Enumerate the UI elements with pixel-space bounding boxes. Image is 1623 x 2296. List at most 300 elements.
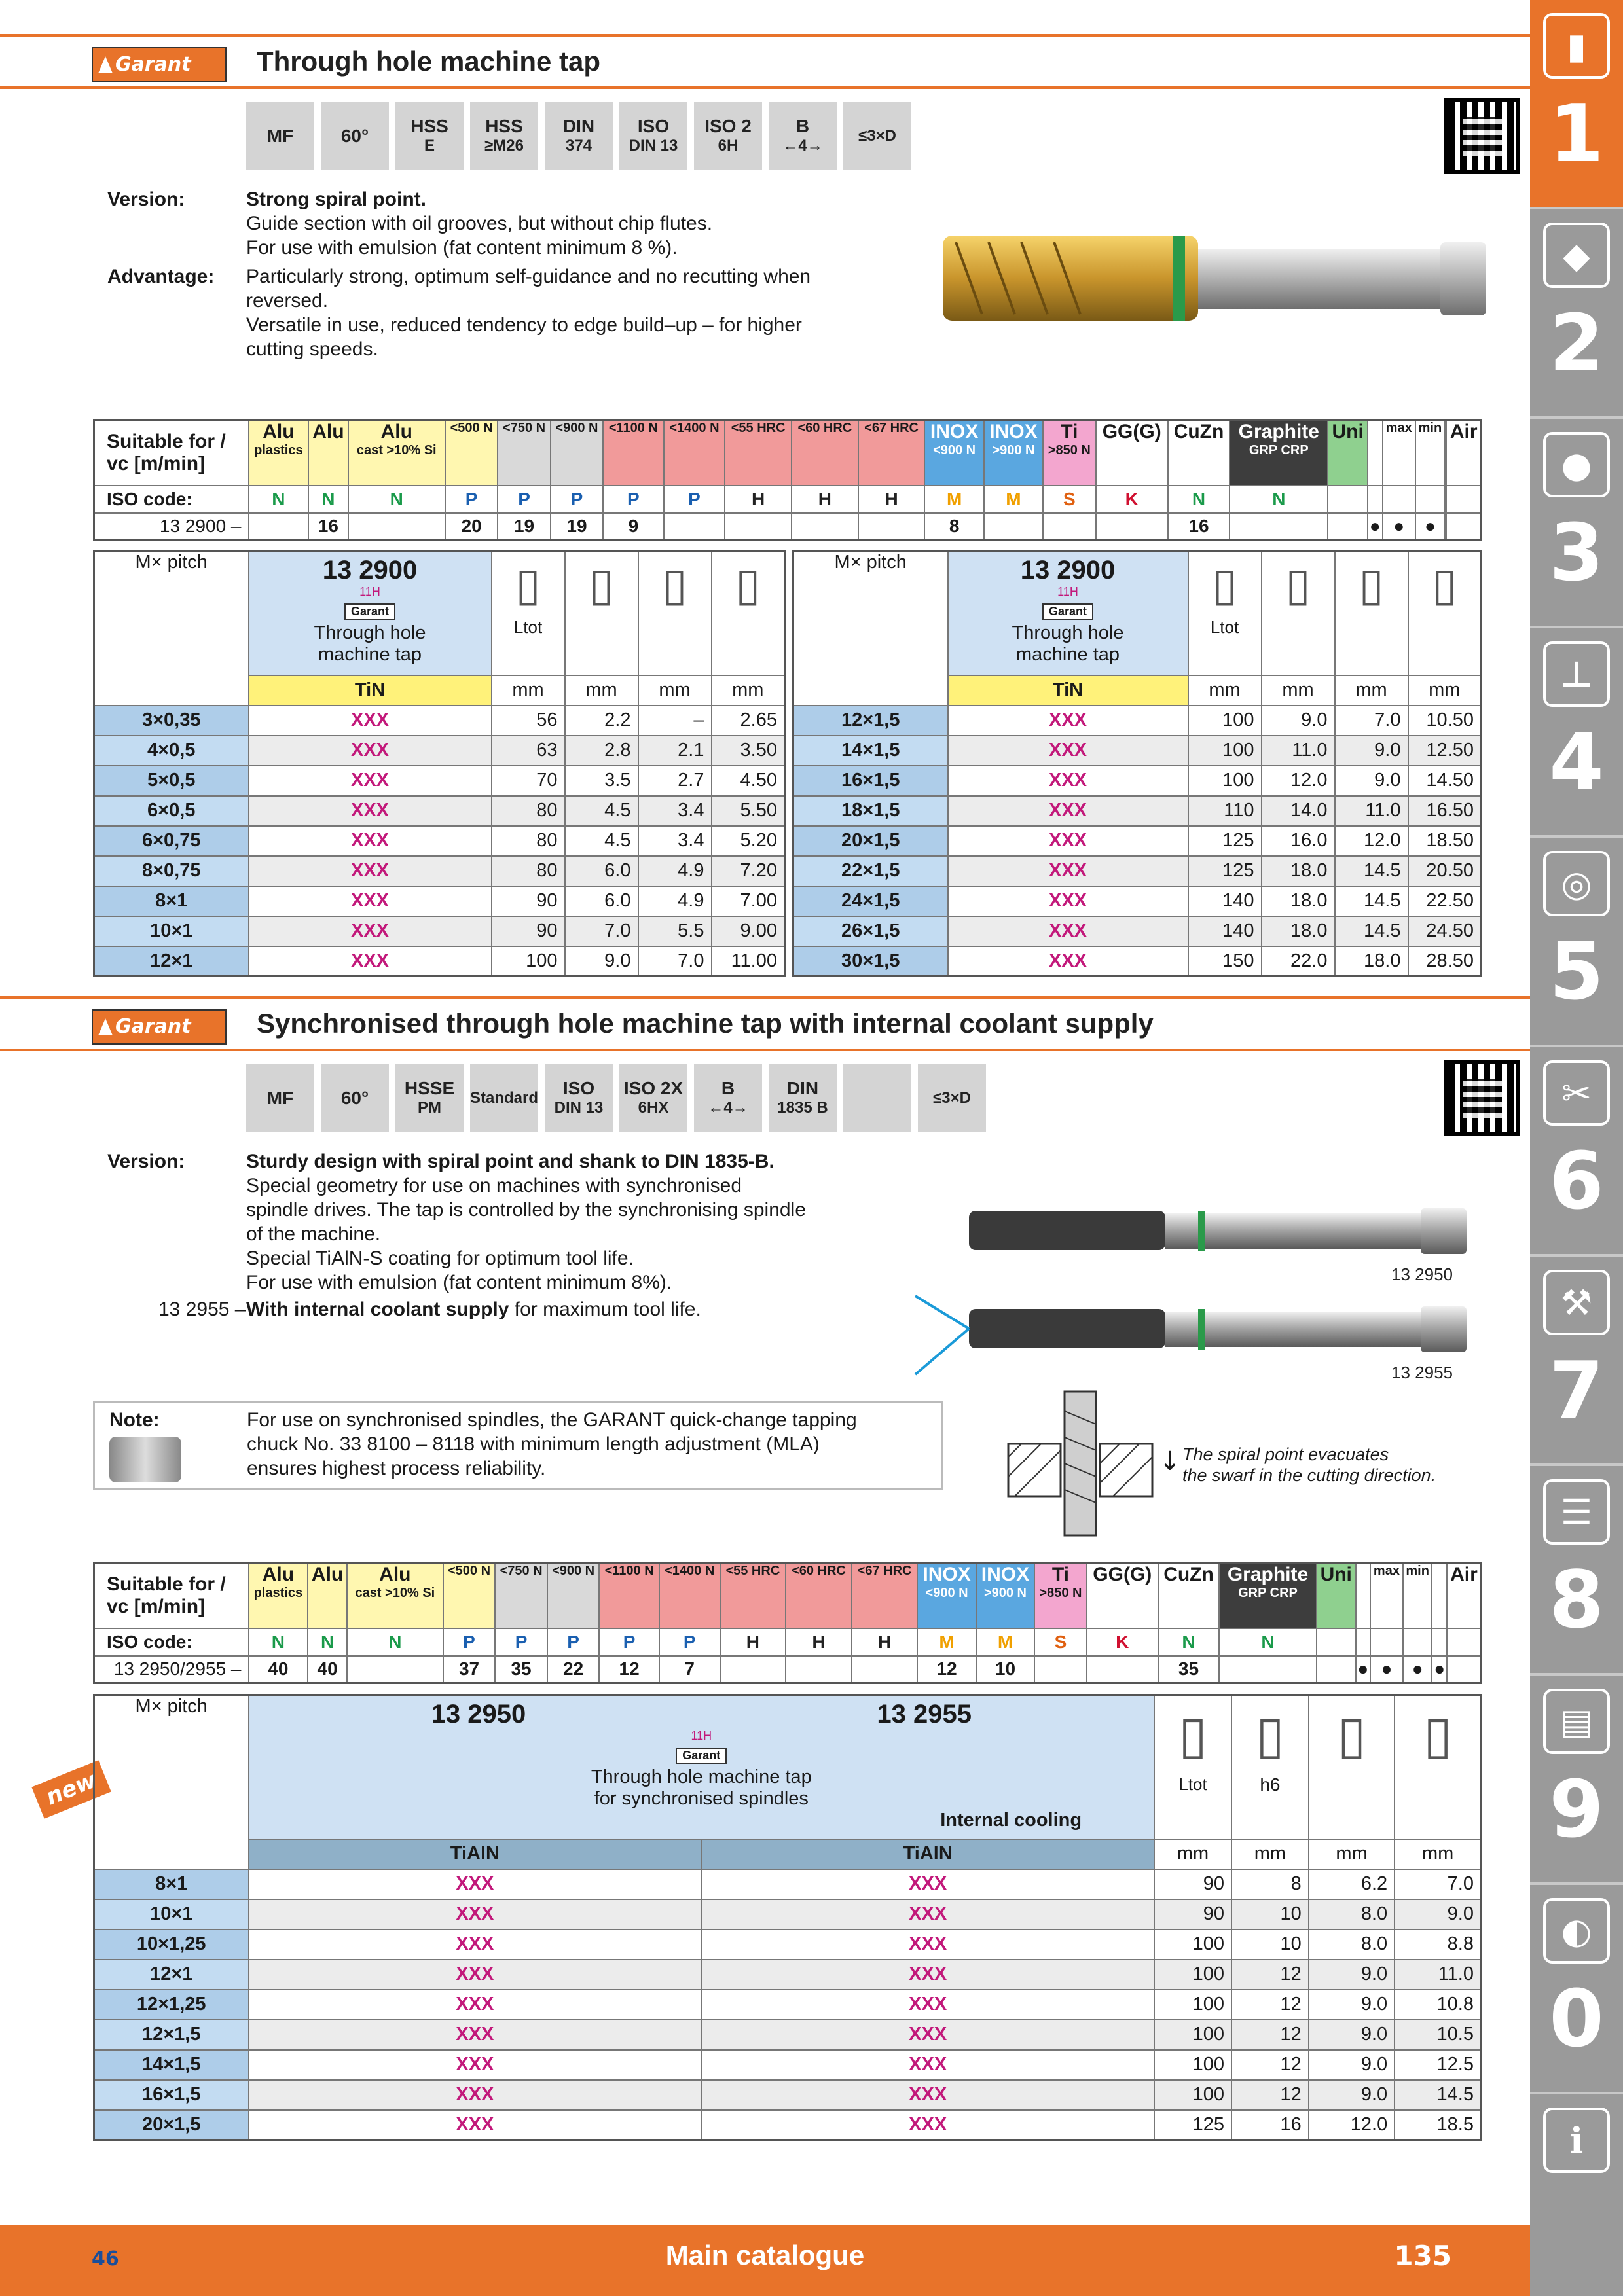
dimension-value: 70	[492, 766, 565, 796]
cutting-speed: ●	[1368, 513, 1383, 541]
thread-size: 22×1,5	[793, 856, 948, 886]
iso-code: P	[603, 486, 663, 513]
cutting-speed: 16	[1168, 513, 1230, 541]
chapter-tab-5[interactable]	[1530, 838, 1623, 1047]
chapter-number: 8	[1549, 1555, 1604, 1646]
cutting-speed: 22	[547, 1656, 600, 1683]
cutting-speed	[1328, 513, 1367, 541]
iso-code: M	[984, 486, 1043, 513]
tap-image	[930, 223, 1493, 334]
dimension-value: 14.50	[1408, 766, 1482, 796]
chapter-tab-3[interactable]	[1530, 419, 1623, 628]
article-number-2950: 13 2950	[431, 1700, 526, 1729]
table-row	[94, 1990, 1482, 2020]
thread-size: 4×0,5	[94, 736, 249, 766]
ltot-label: Ltot	[513, 617, 543, 637]
dimension-value: 7.0	[565, 916, 638, 946]
dimension-value: 14.5	[1395, 2080, 1481, 2110]
article-numbers	[256, 1696, 1148, 1729]
suitability-table-1	[93, 419, 1482, 541]
iso-code: P	[659, 1628, 720, 1656]
symbol-line2: DIN 13	[629, 137, 678, 154]
iso-code: N	[249, 1628, 308, 1656]
product-description: Through hole machine tap	[1012, 622, 1124, 665]
length-total-icon	[1188, 551, 1262, 675]
availability: XXX	[249, 796, 492, 826]
symbol-line1: ISO	[637, 116, 670, 136]
text-line: Sturdy design with spiral point and shank to DIN 1835-B.	[246, 1151, 775, 1172]
article-number: 13 2900	[322, 556, 418, 584]
dimension-value: 9.0	[1309, 1990, 1395, 2020]
cutting-speed	[664, 513, 725, 541]
dimension-value: 12.50	[1408, 736, 1482, 766]
iso-code	[1446, 486, 1481, 513]
length-total-glyph: ▯	[1212, 559, 1237, 610]
unit-mm: mm	[1188, 675, 1262, 706]
iso-code: H	[725, 486, 792, 513]
table-row	[94, 1869, 1482, 1899]
cutting-speed	[786, 1656, 852, 1683]
material-column	[1043, 420, 1095, 486]
norm-symbol	[395, 102, 464, 170]
text-line: chuck No. 33 8100 – 8118 with minimum length adjustment (MLA)	[247, 1433, 820, 1455]
arrow-down-icon: ↓	[1159, 1446, 1181, 1477]
iso-code	[1328, 486, 1367, 513]
availability-2955: XXX	[701, 1869, 1154, 1899]
material-name: INOX	[922, 1564, 971, 1585]
cutting-speed	[347, 1656, 443, 1683]
availability-2950: XXX	[249, 1929, 702, 1960]
material-column	[984, 420, 1043, 486]
availability: XXX	[948, 916, 1188, 946]
thread-size: 8×1	[94, 886, 249, 916]
symbol-line2: PM	[418, 1099, 441, 1117]
availability: XXX	[948, 826, 1188, 856]
symbol-line2: ←4→	[708, 1099, 748, 1117]
cutting-speed: 12	[917, 1656, 976, 1683]
dimension-value: 9.0	[1262, 706, 1335, 736]
dimension-value: 90	[492, 916, 565, 946]
shank-diameter-glyph: ▯	[1255, 1706, 1285, 1764]
material-name: Uni	[1320, 1564, 1352, 1585]
material-column	[725, 420, 792, 486]
material-column	[445, 420, 498, 486]
vc-label: vc [m/min]	[107, 452, 206, 475]
square-glyph: ▯	[1359, 559, 1384, 610]
availability: XXX	[249, 826, 492, 856]
iso-code: P	[551, 486, 603, 513]
norm-symbol	[246, 102, 314, 170]
section-header-through-hole	[0, 34, 1530, 89]
text-line: Special TiAlN-S coating for optimum tool life.	[246, 1247, 634, 1269]
dimension-value: 18.0	[1335, 946, 1408, 977]
material-sub: <500 N	[447, 1564, 491, 1578]
text-line: The spiral point evacuates	[1182, 1444, 1389, 1464]
dimension-value: 100	[1154, 1960, 1231, 1990]
material-column	[976, 1563, 1034, 1628]
dimension-value: 12	[1231, 1960, 1309, 1990]
iso-code: P	[498, 486, 550, 513]
internal-cooling-label: Internal cooling	[940, 1810, 1082, 1831]
material-column	[443, 1563, 496, 1628]
symbol-line2: DIN 13	[554, 1099, 604, 1117]
material-column	[495, 1563, 547, 1628]
cutting-speed: 35	[1158, 1656, 1219, 1683]
dimension-value: 6.2	[1309, 1869, 1395, 1899]
dimension-value: 9.0	[1395, 1899, 1481, 1929]
material-sub: cast >10% Si	[355, 1586, 435, 1600]
cutting-speed	[725, 513, 792, 541]
dimension-value: 6.0	[565, 886, 638, 916]
qr-code-icon[interactable]	[1444, 1060, 1520, 1136]
h6-label: h6	[1260, 1774, 1281, 1795]
symbol-line1: ISO 2	[704, 116, 752, 136]
material-name: GG(G)	[1102, 421, 1161, 442]
chapter-0-icon: ◐	[1543, 1898, 1610, 1964]
thread-size: 3×0,35	[94, 706, 249, 736]
dimension-value: 90	[492, 886, 565, 916]
page-number-right: 135	[1394, 2240, 1451, 2272]
text-line: of the machine.	[246, 1223, 381, 1245]
dimension-value: 8.8	[1395, 1929, 1481, 1960]
dimension-value: 22.50	[1408, 886, 1482, 916]
tolerance-class: 11H	[1057, 585, 1078, 598]
dimension-value: 100	[1154, 1990, 1231, 2020]
text-line: For use on synchronised spindles, the GARANT quick-change tapping	[247, 1409, 857, 1431]
table-row	[793, 946, 1482, 977]
new-badge: new	[31, 1760, 111, 1818]
shank-diameter-glyph: ▯	[589, 559, 614, 610]
dimension-value: 10.5	[1395, 2020, 1481, 2050]
article-header	[249, 551, 492, 675]
material-name: Alu	[380, 421, 412, 442]
table-row	[94, 2050, 1482, 2080]
iso-code	[1370, 1628, 1403, 1656]
square-icon	[1335, 551, 1408, 675]
iso-code: P	[664, 486, 725, 513]
thread-size: 10×1	[94, 916, 249, 946]
cutting-speed: 10	[976, 1656, 1034, 1683]
text-line: For use with emulsion (fat content minimum 8 %).	[246, 237, 678, 259]
material-name: Ti	[1061, 421, 1078, 442]
shank-diameter-icon	[1231, 1695, 1309, 1839]
cutting-speed	[1447, 1656, 1482, 1683]
cutting-speed	[249, 513, 309, 541]
dimension-value: 80	[492, 796, 565, 826]
garant-logo: Garant	[92, 47, 227, 82]
material-name: GG(G)	[1093, 1564, 1152, 1585]
material-name: INOX	[989, 421, 1038, 442]
square-icon	[1309, 1695, 1395, 1839]
availability-2955: XXX	[701, 1929, 1154, 1960]
text-line: Guide section with oil grooves, but without chip flutes.	[246, 213, 713, 234]
coating-tin: TiN	[948, 675, 1188, 706]
availability: XXX	[249, 766, 492, 796]
suitable-for-label: Suitable for /	[107, 430, 226, 452]
dimension-value: 24.50	[1408, 916, 1482, 946]
material-sub: plastics	[253, 1586, 303, 1600]
table-row	[94, 1960, 1482, 1990]
material-column	[249, 1563, 308, 1628]
availability: XXX	[249, 856, 492, 886]
material-column	[599, 1563, 659, 1628]
availability-2955: XXX	[701, 2080, 1154, 2110]
material-sub: <1400 N	[665, 1564, 715, 1578]
table-row	[94, 916, 785, 946]
dimension-value: 11.0	[1262, 736, 1335, 766]
availability-2950: XXX	[249, 1869, 702, 1899]
material-column	[1087, 1563, 1158, 1628]
availability-2950: XXX	[249, 1960, 702, 1990]
iso-code: M	[917, 1628, 976, 1656]
material-sub: max	[1385, 421, 1412, 435]
dimension-value: 11.0	[1395, 1960, 1481, 1990]
table-header	[793, 551, 1482, 675]
dimension-value: 18.0	[1262, 886, 1335, 916]
symbol-line1: ISO	[562, 1078, 595, 1098]
table-row	[94, 706, 785, 736]
article-header	[249, 1695, 1155, 1839]
symbol-line1: DIN	[786, 1078, 819, 1098]
footer-bar	[0, 2225, 1530, 2296]
norm-symbol	[395, 1064, 464, 1132]
material-column	[858, 420, 925, 486]
dimension-value: 4.9	[638, 886, 712, 916]
dimension-value: 16	[1231, 2110, 1309, 2140]
material-name: Air	[1450, 421, 1478, 442]
availability: XXX	[948, 856, 1188, 886]
iso-code: N	[249, 486, 309, 513]
unit-mm: mm	[565, 675, 638, 706]
dimension-value: 7.0	[1395, 1869, 1481, 1899]
iso-code-label: ISO code:	[94, 486, 249, 513]
dimension-value: 8	[1231, 1869, 1309, 1899]
symbol-line2: ≥M26	[484, 137, 524, 154]
synchronised-tap-image	[910, 1191, 1499, 1388]
suitability-title	[94, 1563, 249, 1628]
iso-code	[1317, 1628, 1356, 1656]
core-hole-glyph: ▯	[1423, 1706, 1453, 1764]
dimension-value: 10.8	[1395, 1990, 1481, 2020]
availability: XXX	[249, 706, 492, 736]
dimension-value: 12	[1231, 2080, 1309, 2110]
pitch-header: M× pitch	[94, 551, 249, 706]
tolerance-class: 11H	[691, 1729, 712, 1742]
thread-size: 20×1,5	[793, 826, 948, 856]
material-sub: <900 N	[933, 443, 976, 457]
suitability-table-2	[93, 1562, 1482, 1684]
dimension-value: 9.00	[712, 916, 785, 946]
length-total-glyph: ▯	[515, 559, 541, 610]
cutting-speed: 19	[551, 513, 603, 541]
symbol-line1: ISO 2X	[623, 1078, 684, 1098]
table-row	[793, 916, 1482, 946]
text-line: Strong spiral point.	[246, 188, 426, 210]
material-column	[1219, 1563, 1317, 1628]
chapter-tab-9[interactable]	[1530, 1676, 1623, 1885]
version-label: Version:	[107, 188, 185, 210]
qr-code-icon[interactable]	[1444, 98, 1520, 174]
diagram-caption	[1182, 1444, 1436, 1486]
material-sub: <900 N	[555, 421, 598, 435]
cutting-speed	[1317, 1656, 1356, 1683]
material-sub: min	[1406, 1564, 1429, 1578]
material-column	[1368, 420, 1383, 486]
product-table-right	[792, 550, 1482, 977]
dimension-value: 6.0	[565, 856, 638, 886]
chapter-8-icon: ☰	[1543, 1479, 1610, 1545]
dimension-value: 12	[1231, 2020, 1309, 2050]
cutting-speed	[852, 1656, 918, 1683]
chapter-tab-7[interactable]	[1530, 1257, 1623, 1466]
chapter-6-icon: ✂	[1543, 1060, 1610, 1126]
availability-2955: XXX	[701, 1960, 1154, 1990]
availability: XXX	[948, 736, 1188, 766]
chapter-3-icon: ●	[1543, 432, 1610, 497]
dimension-value: 14.0	[1262, 796, 1335, 826]
material-column	[1034, 1563, 1087, 1628]
chapter-9-icon: ▤	[1543, 1689, 1610, 1754]
symbol-line1: DIN	[562, 116, 595, 136]
cutting-speed: ●	[1356, 1656, 1370, 1683]
square-glyph: ▯	[662, 559, 687, 610]
suitability-header-row	[94, 420, 1482, 486]
material-column	[664, 420, 725, 486]
dimension-value: 63	[492, 736, 565, 766]
material-sub: <60 HRC	[797, 421, 852, 435]
dimension-value: 12.0	[1262, 766, 1335, 796]
coating-tialn-2950: TiAlN	[249, 1839, 702, 1869]
cutting-speed	[792, 513, 858, 541]
material-column	[498, 420, 550, 486]
symbol-row	[246, 102, 911, 170]
chapter-tab-4[interactable]	[1530, 628, 1623, 838]
chapter-5-icon: ◎	[1543, 851, 1610, 916]
text-line: ensures highest process reliability.	[247, 1458, 546, 1479]
availability: XXX	[249, 886, 492, 916]
version-text	[246, 1149, 979, 1295]
norm-symbol	[246, 1064, 314, 1132]
symbol-line2: 374	[565, 137, 593, 154]
thread-size: 14×1,5	[793, 736, 948, 766]
material-sub: <900 N	[925, 1586, 968, 1600]
material-column	[659, 1563, 720, 1628]
text-line: For use with emulsion (fat content minimum 8%).	[246, 1272, 672, 1293]
material-name: Ti	[1051, 1564, 1069, 1585]
availability-2950: XXX	[249, 1990, 702, 2020]
chapter-1-icon: ▮	[1543, 13, 1610, 79]
length-total-icon	[492, 551, 565, 675]
chapter-number: 4	[1549, 717, 1604, 808]
chapter-tab-2[interactable]	[1530, 209, 1623, 419]
table-row	[94, 766, 785, 796]
chapter-tab-1[interactable]	[1530, 0, 1623, 209]
symbol-line2: ≤3×D	[933, 1089, 971, 1107]
material-name: INOX	[930, 421, 979, 442]
product-description-2: for synchronised spindles	[594, 1788, 809, 1809]
norm-symbol	[619, 102, 687, 170]
iso-code: H	[720, 1628, 786, 1656]
material-name: Air	[1450, 1564, 1478, 1585]
table-row	[94, 886, 785, 916]
chapter-tab-8[interactable]	[1530, 1466, 1623, 1676]
dimension-value: –	[638, 706, 712, 736]
thread-size: 8×0,75	[94, 856, 249, 886]
dimension-value: 80	[492, 856, 565, 886]
advantage-label: Advantage:	[107, 266, 215, 287]
chapter-tab-i[interactable]	[1530, 2094, 1623, 2296]
dimension-value: 150	[1188, 946, 1262, 977]
text-line: reversed.	[246, 290, 329, 312]
thread-size: 10×1	[94, 1899, 249, 1929]
dimension-value: 100	[492, 946, 565, 977]
chapter-number: 9	[1549, 1765, 1604, 1856]
material-column	[917, 1563, 976, 1628]
dimension-value: 4.50	[712, 766, 785, 796]
dimension-value: 18.0	[1262, 856, 1335, 886]
unit-mm: mm	[638, 675, 712, 706]
dimension-value: 5.5	[638, 916, 712, 946]
iso-code: N	[1158, 1628, 1219, 1656]
product-description: Through hole machine tap	[591, 1767, 812, 1787]
article-header	[948, 551, 1188, 675]
dimension-value: 125	[1154, 2110, 1231, 2140]
material-sub: min	[1418, 421, 1442, 435]
length-total-glyph: ▯	[1178, 1706, 1208, 1764]
pitch-header: M× pitch	[793, 551, 948, 706]
cutting-speed	[1043, 513, 1095, 541]
material-sub: GRP CRP	[1238, 1586, 1298, 1600]
chapter-tab-6[interactable]	[1530, 1047, 1623, 1257]
iso-code: S	[1034, 1628, 1087, 1656]
unit-mm: mm	[492, 675, 565, 706]
material-column	[551, 420, 603, 486]
iso-code: P	[547, 1628, 600, 1656]
dimension-value: 2.7	[638, 766, 712, 796]
text-line: spindle drives. The tap is controlled by the synchronising spindle	[246, 1199, 806, 1221]
symbol-line1: B	[721, 1078, 735, 1098]
cutting-speed	[1096, 513, 1168, 541]
cutting-speed: 8	[924, 513, 983, 541]
article-number-2955: 13 2955	[877, 1700, 972, 1729]
cutting-speed: 12	[599, 1656, 659, 1683]
dimension-value: 3.4	[638, 826, 712, 856]
norm-symbol	[545, 1064, 613, 1132]
iso-code: P	[443, 1628, 496, 1656]
material-column	[348, 420, 445, 486]
material-name: Alu	[263, 421, 295, 442]
symbol-line2: Standard	[470, 1089, 539, 1107]
material-column	[1317, 1563, 1356, 1628]
table-header	[94, 1695, 1482, 1839]
garant-logo-small: Garant	[344, 603, 395, 620]
norm-symbol	[470, 1064, 538, 1132]
material-column	[1168, 420, 1230, 486]
material-column	[308, 420, 348, 486]
chapter-tab-0[interactable]	[1530, 1885, 1623, 2094]
material-column	[308, 1563, 347, 1628]
cutting-speed: 16	[308, 513, 348, 541]
thread-size: 30×1,5	[793, 946, 948, 977]
dimension-value: 125	[1188, 856, 1262, 886]
cutting-speed: 9	[603, 513, 663, 541]
material-name: INOX	[981, 1564, 1030, 1585]
section-title: Synchronised through hole machine tap with internal coolant supply	[257, 1008, 1154, 1039]
article-number: 13 2900 –	[94, 513, 249, 541]
cutting-speed	[348, 513, 445, 541]
table-row	[94, 1899, 1482, 1929]
symbol-line1: B	[795, 116, 810, 136]
